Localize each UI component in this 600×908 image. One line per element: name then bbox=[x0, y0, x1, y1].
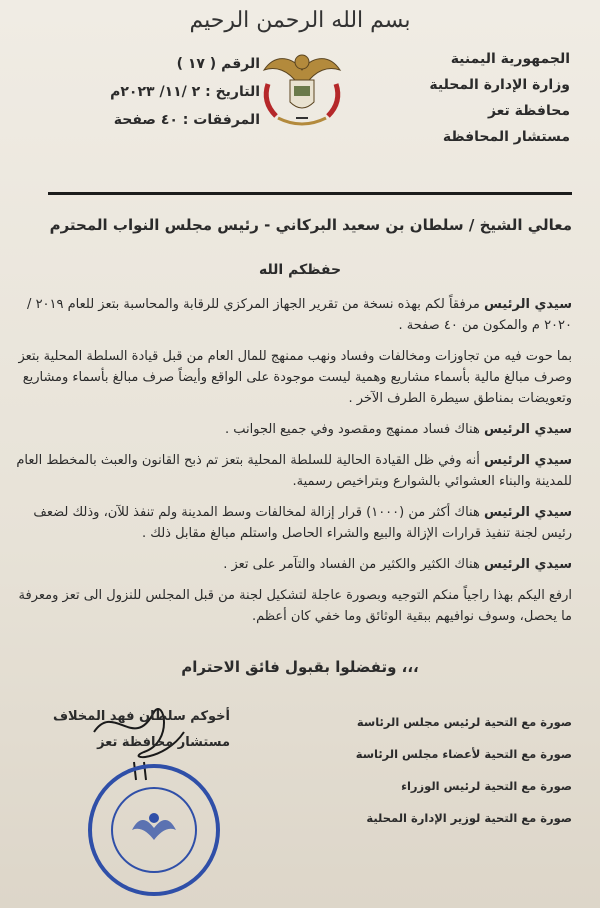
office-name: مستشار المحافظة bbox=[442, 129, 570, 145]
signatory-name: أخوكم سلطان فهد المخلاف bbox=[52, 709, 230, 724]
reference-number: الرقم ( ١٧ ) bbox=[176, 56, 260, 72]
governorate-name: محافظة تعز bbox=[487, 103, 570, 119]
addressee: معالي الشيخ / سلطان بن سعيد البركاني - رئيس مجلس النواب المحترم bbox=[49, 216, 572, 234]
official-stamp-icon bbox=[84, 760, 224, 900]
paragraph: سيدي الرئيس أنه وفي ظل القيادة الحالية للسلطة المحلية بتعز تم ذبح القانون والعبث بالمخطط العام للمدينة والبناء العشوائي بالشوارع وبتراخيص رسمية. bbox=[16, 453, 572, 489]
country-name: الجمهورية اليمنية bbox=[450, 51, 570, 67]
paragraph: سيدي الرئيس هناك الكثير والكثير من الفساد والتآمر على تعز . bbox=[223, 557, 572, 572]
attachments-count: المرفقات : ٤٠ صفحة bbox=[113, 112, 260, 128]
closing-line: وتفضلوا بقبول فائق الاحترام ،،، bbox=[181, 658, 419, 676]
paragraph: سيدي الرئيس هناك أكثر من (١٠٠٠) قرار إزالة لمخالفات وسط المدينة ولم تنفذ للآن، وذلك لضعف رئيس لجنة تنفيذ قرارات الإزالة والبيع والشراء الحاصل واستلم مبالغ مقابل ذلك . bbox=[33, 505, 572, 541]
letter-date: التاريخ : ٢ /١١/ ٢٠٢٣م bbox=[110, 84, 260, 100]
letter-body bbox=[16, 294, 572, 637]
signature-block bbox=[40, 704, 230, 756]
yemen-emblem-icon bbox=[256, 44, 348, 132]
basmala: بسم الله الرحمن الرحيم bbox=[189, 8, 411, 33]
header-divider bbox=[48, 192, 572, 195]
greeting: حفظكم الله bbox=[258, 262, 342, 278]
cc-item: صورة مع التحية لرئيس مجلس الرئاسة bbox=[356, 715, 572, 729]
signatory-title: مستشار محافظة تعز bbox=[97, 735, 230, 750]
cc-item: صورة مع التحية لوزير الإدارة المحلية bbox=[366, 811, 572, 825]
cc-list bbox=[292, 706, 572, 834]
header-left bbox=[80, 50, 260, 134]
paragraph: ارفع اليكم بهذا راجياً منكم التوجيه وبصورة عاجلة لتشكيل لجنة من قبل المجلس للنزول الى تعز ومعرفة ما يحصل، وسوف نوافيهم ببقية الوثائق وما خفي كان أعظم. bbox=[18, 588, 572, 624]
cc-item: صورة مع التحية لرئيس الوزراء bbox=[401, 779, 572, 793]
cc-item: صورة مع التحية لأعضاء مجلس الرئاسة bbox=[355, 747, 572, 761]
header-right bbox=[410, 46, 570, 150]
ministry-name: وزارة الإدارة المحلية bbox=[429, 77, 570, 93]
paragraph: سيدي الرئيس مرفقاً لكم بهذه نسخة من تقرير الجهاز المركزي للرقابة والمحاسبة بتعز للعام ٢٠١٩ / ٢٠٢٠ م والمكون من ٤٠ صفحة . bbox=[27, 297, 572, 333]
paragraph: بما حوت فيه من تجاوزات ومخالفات وفساد ونهب ممنهج للمال العام من قبل قيادة السلطة المحلية بتعز وصرف مبالغ مالية بأسماء مشاريع وهمية ليست موجودة على الواقع وأيضاً صرف مبالغ بأسماء ومشاريع وتعويضات بمناطق سيطرة الطرف الآخر . bbox=[18, 349, 572, 406]
paragraph: سيدي الرئيس هناك فساد ممنهج ومقصود وفي جميع الجوانب . bbox=[224, 422, 572, 437]
